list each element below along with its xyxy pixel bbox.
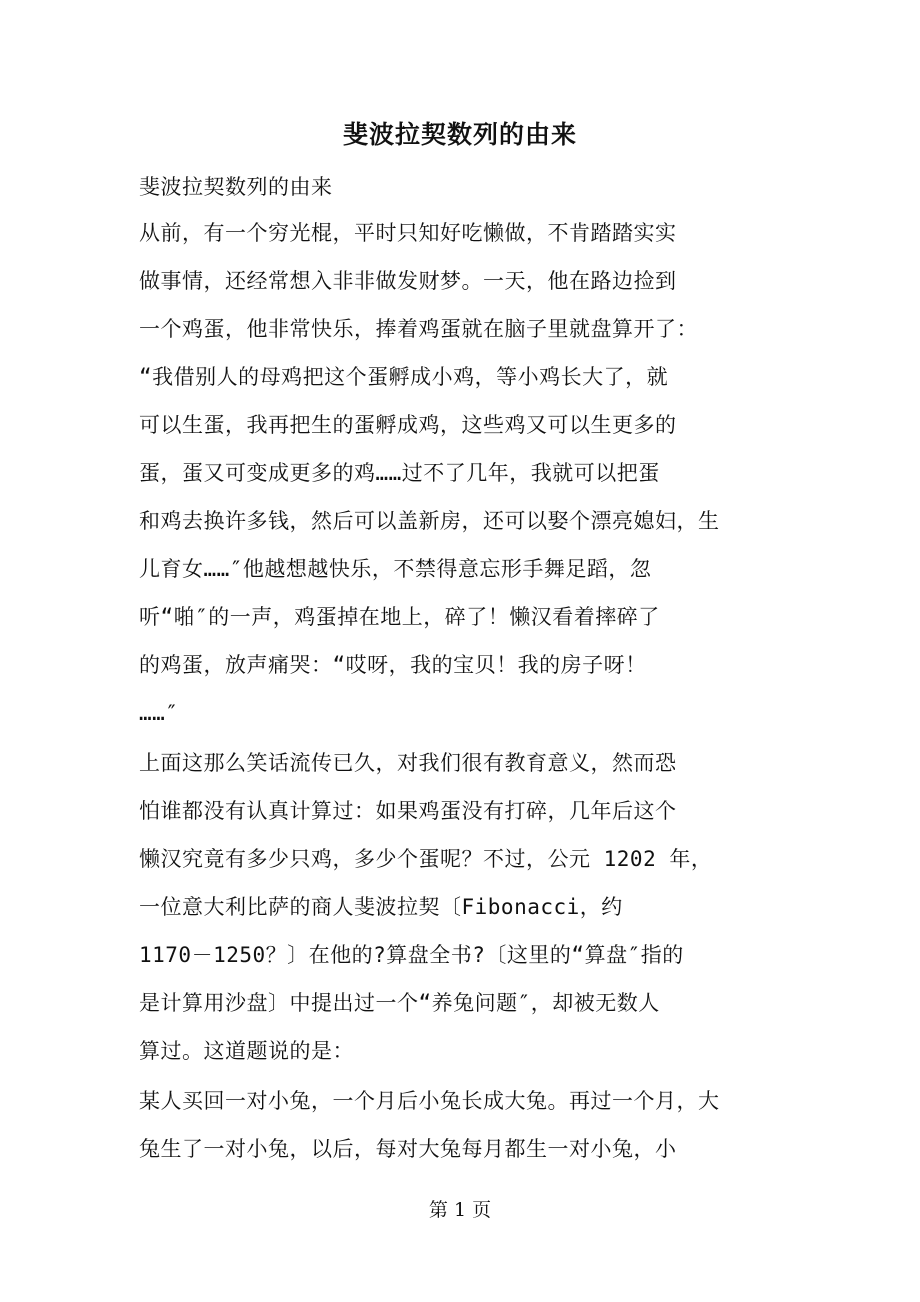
text-line: 1170－1250？〕在他的?算盘全书?〔这里的“算盘″指的 xyxy=(139,943,684,967)
text-line: 斐波拉契数列的由来 xyxy=(139,175,333,199)
document-title: 斐波拉契数列的由来 xyxy=(342,120,577,149)
text-line: 从前，有一个穷光棍，平时只知好吃懒做，不肯踏踏实实 xyxy=(139,221,677,245)
text-line: 蛋，蛋又可变成更多的鸡……过不了几年，我就可以把蛋 xyxy=(139,461,660,485)
text-line: 和鸡去换许多钱，然后可以盖新房，还可以娶个漂亮媳妇，生 xyxy=(139,509,720,533)
text-line: 儿育女……″他越想越快乐，不禁得意忘形手舞足蹈，忽 xyxy=(139,557,652,581)
text-line: 某人买回一对小兔，一个月后小兔长成大兔。再过一个月，大 xyxy=(139,1089,720,1113)
text-line: 听“啪″的一声，鸡蛋掉在地上，碎了！懒汉看着摔碎了 xyxy=(139,605,660,629)
text-line: 上面这那么笑话流传已久，对我们很有教育意义，然而恐 xyxy=(139,751,677,775)
text-line: 一位意大利比萨的商人斐波拉契〔Fibonacci，约 xyxy=(139,895,623,919)
text-line: ……″ xyxy=(139,701,179,725)
text-line: 的鸡蛋，放声痛哭：“哎呀，我的宝贝！我的房子呀！ xyxy=(139,653,647,677)
text-line: 兔生了一对小兔，以后，每对大兔每月都生一对小兔，小 xyxy=(139,1137,677,1161)
text-line: 做事情，还经常想入非非做发财梦。一天，他在路边捡到 xyxy=(139,269,677,293)
text-line: 一个鸡蛋，他非常快乐，捧着鸡蛋就在脑子里就盘算开了： xyxy=(139,317,698,341)
text-line: 怕谁都没有认真计算过：如果鸡蛋没有打碎，几年后这个 xyxy=(139,799,677,823)
text-line: “我借别人的母鸡把这个蛋孵成小鸡，等小鸡长大了，就 xyxy=(139,365,669,389)
page-number-footer: 第 1 页 xyxy=(428,1199,492,1221)
text-line: 是计算用沙盘〕中提出过一个“养兔问题″，却被无数人 xyxy=(139,991,660,1015)
text-line: 算过。这道题说的是： xyxy=(139,1039,354,1063)
text-line: 懒汉究竟有多少只鸡，多少个蛋呢？不过，公元 1202 年， xyxy=(139,847,713,871)
text-line: 可以生蛋，我再把生的蛋孵成鸡，这些鸡又可以生更多的 xyxy=(139,413,677,437)
